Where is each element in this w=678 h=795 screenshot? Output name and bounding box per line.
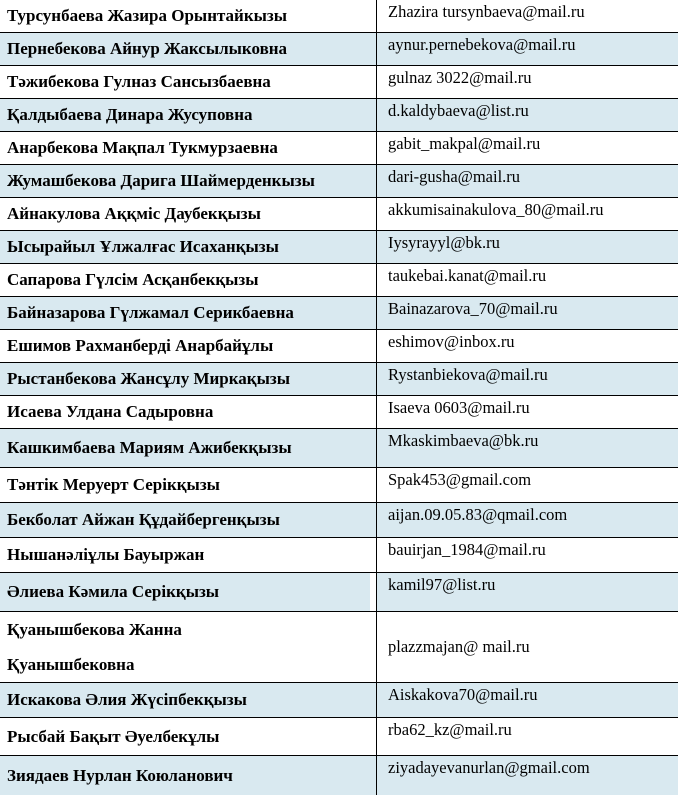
name-line: Қуанышбекова Жанна (7, 620, 182, 639)
name-cell: Пернебекова Айнур Жаксылыковна (7, 39, 288, 58)
name-cell: Рысбай Бақыт Әуелбекұлы (7, 726, 220, 746)
name-cell: Қалдыбаева Динара Жусуповна (7, 105, 253, 124)
table-row (0, 198, 678, 231)
email-cell: Iysyrayyl@bk.ru (388, 233, 500, 252)
name-cell: Кашкимбаева Мариям Ажибекқызы (7, 438, 292, 457)
table-row (0, 231, 678, 264)
table-row (0, 0, 678, 33)
email-cell: akkumisainakulova_80@mail.ru (388, 200, 604, 219)
table-row (0, 468, 678, 503)
email-cell: gulnaz 3022@mail.ru (388, 68, 532, 87)
name-line: Қуанышбековна (7, 655, 135, 674)
table-row (0, 132, 678, 165)
email-cell: Spak453@gmail.com (388, 470, 532, 489)
table-row (0, 538, 678, 573)
email-cell: aijan.09.05.83@qmail.com (388, 505, 568, 524)
email-cell: Rystanbiekova@mail.ru (388, 365, 548, 384)
table-row (0, 718, 678, 756)
name-cell: Байназарова Гүлжамал Серикбаевна (7, 303, 294, 322)
email-cell: Aiskakova70@mail.ru (388, 685, 538, 704)
name-cell: Әлиева Кәмила Серікқызы (0, 573, 370, 611)
table-row (0, 503, 678, 538)
email-cell: eshimov@inbox.ru (388, 332, 515, 351)
email-cell: Bainazarova_70@mail.ru (388, 299, 558, 318)
name-cell: Жумашбекова Дарига Шаймерденкызы (7, 171, 315, 190)
name-cell: Рыстанбекова Жансұлу Миркақызы (7, 369, 290, 388)
table-row (0, 612, 678, 683)
table-row (0, 683, 678, 718)
email-cell: Zhazira tursynbaeva@mail.ru (388, 2, 585, 21)
table-row (0, 297, 678, 330)
table-row (0, 33, 678, 66)
table-row (0, 756, 678, 795)
email-cell: ziyadayevanurlan@gmail.com (388, 758, 590, 777)
table-row (0, 99, 678, 132)
table-row (0, 330, 678, 363)
email-cell: Mkaskimbaeva@bk.ru (388, 431, 539, 450)
name-cell (0, 612, 370, 682)
table-row (0, 66, 678, 99)
name-cell: Искакова Әлия Жүсіпбекқызы (7, 690, 247, 709)
name-cell: Зиядаев Нурлан Коюланович (7, 765, 233, 785)
name-cell: Исаева Улдана Садыровна (7, 402, 214, 421)
table-row (0, 429, 678, 468)
table-row (0, 396, 678, 429)
email-cell: taukebai.kanat@mail.ru (388, 266, 547, 285)
email-cell: Isaeva 0603@mail.ru (388, 398, 530, 417)
table-row (0, 165, 678, 198)
email-cell: kamil97@list.ru (377, 573, 678, 611)
table-row (0, 573, 678, 612)
table-row (0, 363, 678, 396)
name-cell: Турсунбаева Жазира Орынтайкызы (7, 6, 288, 25)
name-cell: Айнакулова Аққміс Даубекқызы (7, 204, 261, 223)
name-cell: Ешимов Рахманберді Анарбайұлы (7, 336, 274, 355)
column-divider (376, 0, 377, 795)
email-cell: gabit_makpal@mail.ru (388, 134, 541, 153)
name-cell: Тәнтік Меруерт Серікқызы (7, 475, 220, 494)
name-cell: Тәжибекова Гулназ Сансызбаевна (7, 72, 271, 91)
email-cell: aynur.pernebekova@mail.ru (388, 35, 576, 54)
name-cell: Анарбекова Мақпал Тукмурзаевна (7, 138, 278, 157)
email-cell: d.kaldybaeva@list.ru (388, 101, 529, 120)
name-cell: Бекболат Айжан Құдайбергенқызы (7, 510, 280, 529)
email-cell: plazzmajan@ mail.ru (388, 637, 530, 656)
email-cell: rba62_kz@mail.ru (388, 720, 512, 739)
name-cell: Сапарова Гүлсім Асқанбекқызы (7, 270, 259, 289)
table-row (0, 264, 678, 297)
name-cell: Ысырайыл Ұлжалғас Исаханқызы (7, 237, 279, 256)
name-cell: Нышанәліұлы Бауыржан (7, 545, 205, 564)
email-cell: dari-gusha@mail.ru (388, 167, 521, 186)
email-cell: bauirjan_1984@mail.ru (388, 540, 546, 559)
